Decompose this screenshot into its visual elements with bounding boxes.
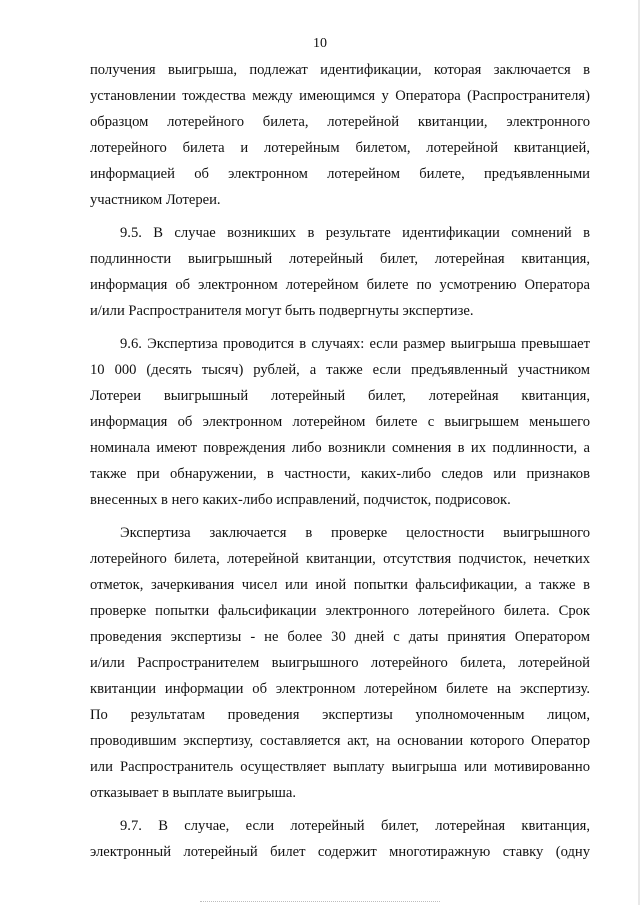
text-line: электронный лотерейный билет содержит многотиражную ставку (одну [90,844,590,860]
text-line: По результатам проведения экспертизы уполномоченным лицом, [90,707,590,723]
paragraph-gap [90,324,590,331]
text-line: образцом лотерейного билета, лотерейной квитанции, электронного [90,114,590,130]
text-line: внесенных в него каких-либо исправлений, подчисток, подрисовок. [90,492,511,508]
paragraph-continued [90,57,590,213]
paragraph-9-7 [90,813,590,865]
text-line: и/или Распространителем выигрышного лотерейного билета, лотерейной [90,655,590,671]
text-line: отметок, зачеркивания чисел или иной попытки фальсификации, а также в [90,577,590,593]
text-line: 10 000 (десять тысяч) рублей, а также если предъявленный участником [90,362,590,378]
text-line: Экспертиза заключается в проверке целостности выигрышного [120,525,590,541]
text-line: 9.6. Экспертиза проводится в случаях: если размер выигрыша превышает [120,336,590,352]
page-number: 10 [313,36,327,51]
text-line: проводившим экспертизу, составляется акт, на основании которого Оператор [90,733,590,749]
scan-artifact [200,901,440,903]
document-body [90,57,590,865]
paragraph-gap [90,806,590,813]
paragraph-9-6 [90,331,590,513]
text-line: 9.7. В случае, если лотерейный билет, лотерейная квитанция, [120,818,590,834]
text-line: получения выигрыша, подлежат идентификации, которая заключается в [90,62,590,78]
paragraph-expertise [90,520,590,806]
text-line: проверке попытки фальсификации электронного лотерейного билета. Срок [90,603,590,619]
text-line: отказывает в выплате выигрыша. [90,785,296,801]
paragraph-gap [90,513,590,520]
paragraph-9-5 [90,220,590,324]
text-line: проведения экспертизы - не более 30 дней с даты принятия Оператором [90,629,590,645]
text-line: информация об электронном лотерейном билете по усмотрению Оператора [90,277,590,293]
text-line: информация об электронном лотерейном билете с выигрышем меньшего [90,414,590,430]
text-line: также при обнаружении, в частности, каких-либо следов или признаков [90,466,590,482]
text-line: лотерейного билета и лотерейным билетом, лотерейной квитанцией, [90,140,590,156]
text-line: и/или Распространителя могут быть подвергнуты экспертизе. [90,303,474,319]
text-line: информацией об электронном лотерейном билете, предъявленными [90,166,590,182]
text-line: установлении тождества между имеющимся у Оператора (Распространителя) [90,88,590,104]
text-line: участником Лотереи. [90,192,221,208]
text-line: лотерейного билета, лотерейной квитанции, отсутствия подчисток, нечетких [90,551,590,567]
text-line: подлинности выигрышный лотерейный билет, лотерейная квитанция, [90,251,590,267]
paragraph-gap [90,213,590,220]
text-line: номинала имеют повреждения либо возникли сомнения в их подлинности, а [90,440,590,456]
text-line: квитанции информации об электронном лотерейном билете на экспертизу. [90,681,590,697]
text-line: Лотереи выигрышный лотерейный билет, лотерейная квитанция, [90,388,590,404]
text-line: 9.5. В случае возникших в результате идентификации сомнений в [120,225,590,241]
text-line: или Распространитель осуществляет выплату выигрыша или мотивированно [90,759,590,775]
